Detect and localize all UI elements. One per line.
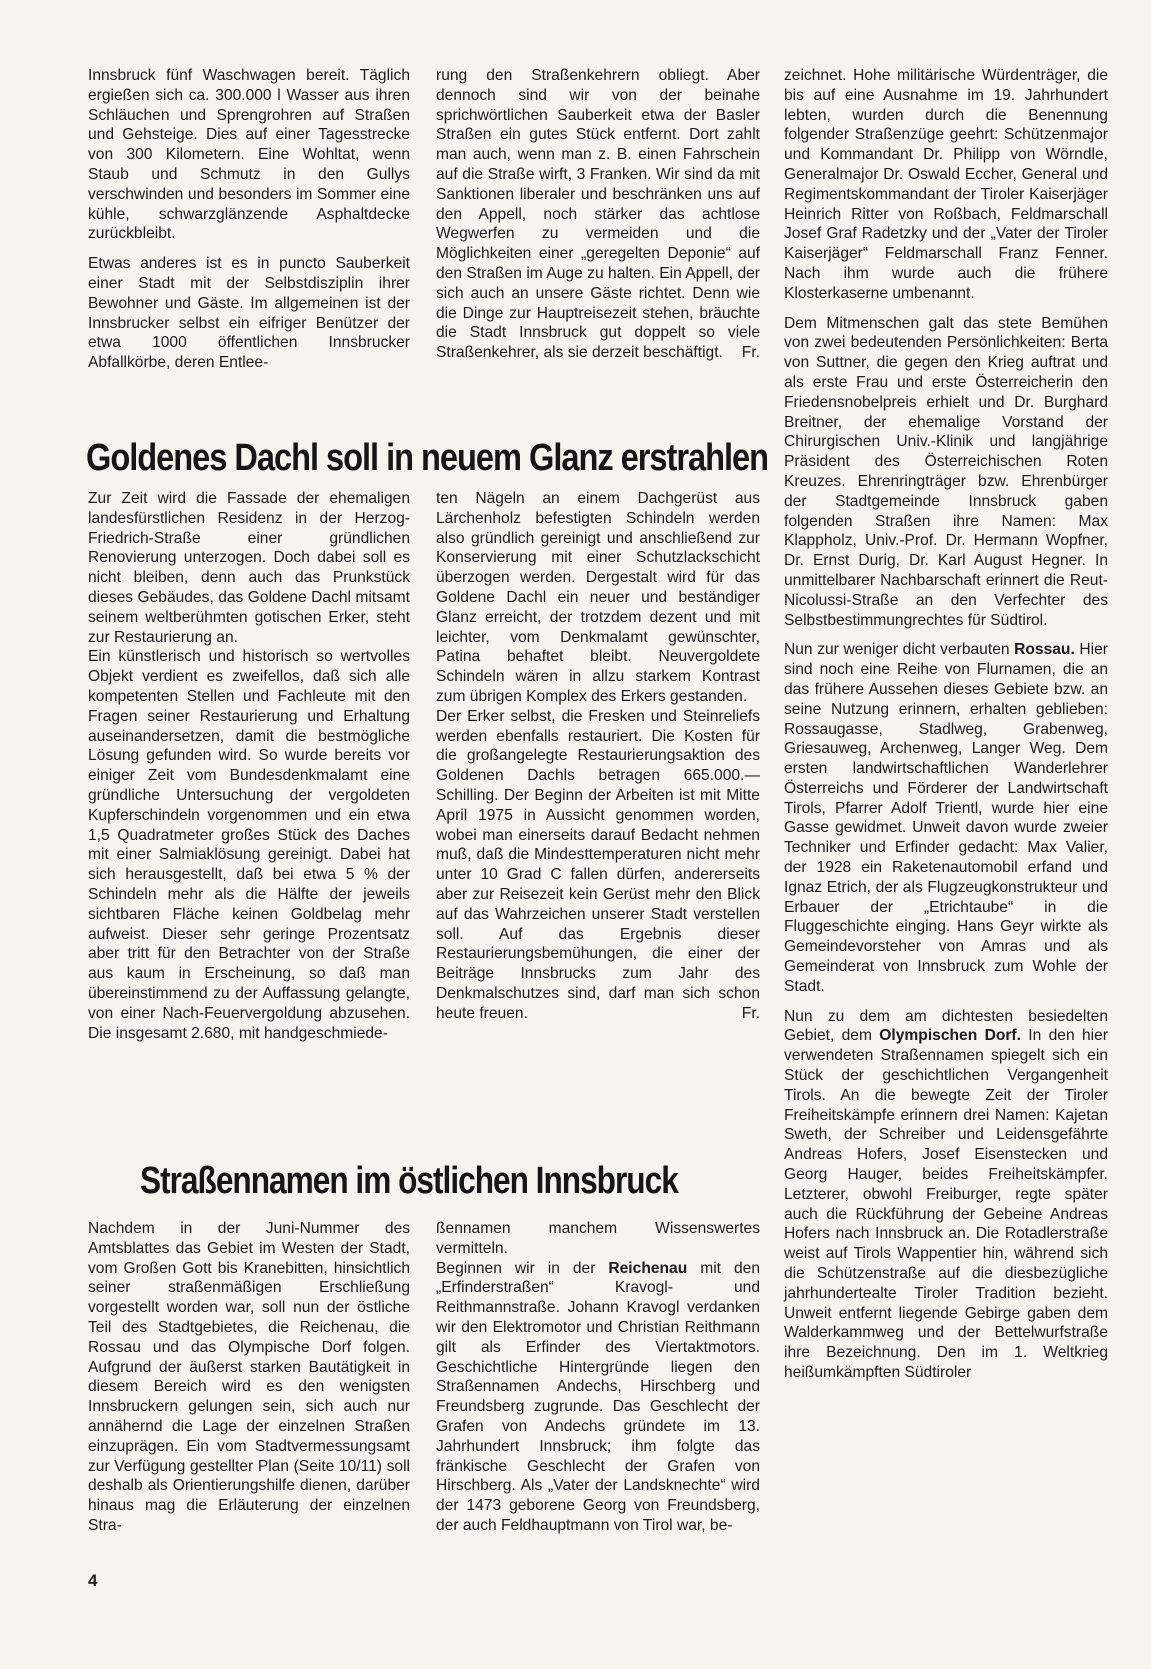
place-reichenau: Reichenau	[608, 1259, 688, 1277]
headline-goldenes-dachl: Goldenes Dachl soll in neuem Glanz erstrahlen	[86, 437, 769, 479]
article1-column-1	[88, 489, 410, 1043]
place-olympisches-dorf: Olympischen Dorf.	[879, 1027, 1021, 1045]
article2-col2-text-a: Beginnen wir in der	[436, 1259, 609, 1277]
article1-col2-text: Der Erker selbst, die Fresken und Steinreliefs werden ebenfalls restauriert. Die Kosten für die großangelegte Restaurierungsaktion des Goldenen Dachls betragen 665.000.— Schilling. Der Beginn der Arbeiten ist mit Mitte April 1975 in Aussicht genommen worden, wobei man einerseits darauf Bedacht nehmen muß, daß die Mindesttemperaturen nicht mehr unter 10 Grad C fallen dürfen, andererseits aber zur Reisezeit kein Gerüst mehr den Blick auf das Wahrzeichen unserer Stadt verstellen soll. Auf das Ergebnis dieser Restaurierungsbemühungen, die einer der Beiträge Innsbrucks zum Jahr des Denkmalschutzes sind, darf man sich schon heute freuen.	[436, 707, 760, 1022]
headline-strassennamen: Straßennamen im östlichen Innsbruck	[140, 1160, 678, 1202]
right-para-3-text-a: Nun zur weniger dicht verbauten	[784, 641, 1015, 659]
right-para-4-text-c: In den hier verwendeten Straßennamen spiegelt sich ein Stück der geschichtlichen Vergangenheit Tirols. An die bewegte Zeit der Tiroler Freiheitskämpfe erinnern drei Namen: Kajetan Sweth, der Schreiber und Leidensgefährte Andreas Hofers, Josef Eisenstecken und Georg Hauger, beides Freiheitskämpfer. Letzterer, obwohl Freiburger, regte später auch die Rückführung der Gebeine Andreas Hofers nach Innsbruck an. Die Rotadlerstraße weist auf Tirols Wappentier hin, während sich die Schützenstraße auf die diesbezügliche jahrhundertealte Tiroler Tradition bezieht. Unweit entfernt liegende Gebirge gaben dem Walderkammweg und der Bettelwurfstraße ihre Bezeichnung. Den im 1. Weltkrieg heißumkämpften Südtiroler	[784, 1027, 1108, 1381]
article1-col2-para-2	[436, 707, 760, 1024]
article1-col1-para-1: Zur Zeit wird die Fassade der ehemaligen landesfürstlichen Residenz in der Herzog-Friedrich-Straße einer gründlichen Renovierung unterzogen. Doch dabei soll es nicht bleiben, denn auch das Prunkstück dieses Gebäudes, das Goldene Dachl mitsamt seinem weltberühmten gotischen Erker, steht zur Restaurierung an.	[88, 490, 410, 646]
article2-col2-para-1: ßennamen manchem Wissenswertes vermitteln.	[436, 1220, 760, 1257]
right-para-4-text-a: Nun zu dem am dichtesten besiedelten Gebiet, dem	[784, 1007, 1108, 1045]
article2-column-2	[436, 1219, 760, 1536]
intro-column-2	[436, 66, 760, 363]
author-signature: Fr.	[741, 1004, 760, 1022]
right-para-1: zeichnet. Hohe militärische Würdenträger, die bis auf eine Ausnahme im 19. Jahrhundert lebten, wurden durch die Benennung folgender Straßenzüge geehrt: Schützenmajor und Kommandant Dr. Philipp von Wörndle, Generalmajor Dr. Oswald Eccher, General und Regimentskommandant der Tiroler Kaiserjäger Heinrich Ritter von Roßbach, Feldmarschall Josef Graf Radetzky und der „Vater der Tiroler Kaiserjäger“ Feldmarschall Franz Fenner. Nach ihm wurde auch die frühere Klosterkaserne umbenannt.	[784, 67, 1108, 302]
article1-column-2	[436, 489, 760, 1024]
right-para-3-text-c: Hier sind noch eine Reihe von Flurnamen, die an das frühere Aussehen dieses Gebiete bzw. an seine Nutzung erinnern, erhalten geblieben: Rossaugasse, Stadlweg, Grabenweg, Griesauweg, Archenweg, Langer Weg. Dem ersten landwirtschaftlichen Wanderlehrer Österreichs und Förderer der Landwirtschaft Tirols, Pfarrer Adolf Trientl, wurde hier eine Gasse gewidmet. Unweit davon wurde zweier Techniker und Erfinder gedacht: Max Valier, der 1928 ein Raketenautomobil erfand und Ignaz Etrich, der als Flugzeugkonstrukteur und Erbauer der „Etrichtaube“ in die Fluggeschichte einging. Hans Geyr wirkte als Gemeindevorsteher von Amras und als Gemeinderat von Innsbruck zum Wohle der Stadt.	[784, 641, 1108, 995]
right-para-2: Dem Mitmenschen galt das stete Bemühen von zwei bedeutenden Persönlichkeiten: Berta von Suttner, die gegen den Krieg auftrat und als erste Frau und erste Österreicherin den Friedensnobelpreis erhielt und Dr. Burghard Breitner, der ehemalige Vorstand der Chirurgischen Univ.-Klinik und langjährige Präsident des Österreichischen Roten Kreuzes. Ehrenringträger bzw. Ehrenbürger der Stadtgemeinde Innsbruck gaben folgenden Straßen ihre Namen: Max Klappholz, Univ.-Prof. Dr. Hermann Wopfner, Dr. Ernst Durig, Dr. Karl August Hegner. In unmittelbarer Nachbarschaft erinnert die Reut-Nicolussi-Straße an den Verfechter des Selbstbestimmungrechtes für Südtirol.	[784, 314, 1108, 629]
intro-col1-para-2: Etwas anderes ist es in puncto Sauberkeit einer Stadt mit der Selbstdisziplin ihrer Bewohner und Gäste. Im allgemeinen ist der Innsbrucker selbst ein eifriger Benützer der etwa 1000 öffentlichen Innsbrucker Abfallkörbe, deren Entlee-	[88, 255, 410, 372]
right-para-4	[784, 1007, 1108, 1383]
right-para-3	[784, 640, 1108, 996]
place-rossau: Rossau.	[1014, 641, 1075, 659]
article1-col1-para-2: Ein künstlerisch und historisch so wertvolles Objekt verdient es zweifellos, daß sich alle kompetenten Stellen und Fachleute mit den Fragen seiner Restaurierung und Erhaltung auseinandersetzen, damit die bestmögliche Lösung gefunden wird. So wurde bereits vor einiger Zeit vom Bundesdenkmalamt eine gründliche Untersuchung der vergoldeten Kupferschindeln vorgenommen und ein etwa 1,5 Quadratmeter großes Stück des Daches mit einer Salmiaklösung gereinigt. Dabei hat sich herausgestellt, daß bei etwa 5 % der Schindeln mehr als die Hälfte der jeweils sichtbaren Fläche keinen Goldbelag mehr aufweist. Dieser sehr geringe Prozentsatz aber tritt für den Betrachter von der Straße aus kaum in Erscheinung, so daß man übereinstimmend zu der Auffassung gelangte, von einer Nach-Feuervergoldung abzusehen. Die insgesamt 2.680, mit handgeschmiede-	[88, 648, 410, 1042]
article1-col2-para-1: ten Nägeln an einem Dachgerüst aus Lärchenholz befestigten Schindeln werden also gründlich gereinigt und anschließend zur Konservierung mit einer Schutzlackschicht überzogen werden. Dergestalt wird für das Goldene Dachl ein neuer und beständiger Glanz erreicht, der trotzdem dezent und mit leichter, vom Denkmalamt gewünschter, Patina behaftet bleibt. Neuvergoldete Schindeln wären in allzu starkem Kontrast zum übrigen Komplex des Erkers gestanden.	[436, 490, 760, 705]
article2-col1-para-1: Nachdem in der Juni-Nummer des Amtsblattes das Gebiet im Westen der Stadt, vom Großen Gott bis Kranebitten, hinsichtlich seiner straßenmäßigen Erschließung vorgestellt worden war, soll nun der östliche Teil des Stadtgebietes, die Reichenau, die Rossau und das Olympische Dorf folgen. Aufgrund der äußerst starken Bautätigkeit in diesem Bereich wird es den wenigsten Innsbruckern gelungen sein, sich auch nur annähernd die Lage der einzelnen Straßen einzuprägen. Ein vom Stadtvermessungsamt zur Verfügung gestellter Plan (Seite 10/11) soll deshalb als Orientierungshilfe dienen, darüber hinaus mag die Erläuterung der einzelnen Stra-	[88, 1220, 410, 1534]
intro-column-1	[88, 66, 410, 373]
article2-col2-text-c: mit den „Erfinderstraßen“ Kravogl- und Reithmannstraße. Johann Kravogl verdanken wir den Elektromotor und Christian Reithmann gilt als Erfinder des Viertaktmotors. Geschichtliche Hintergründe liegen den Straßennamen Andechs, Hirschberg und Freundsberg zugrunde. Das Geschlecht der Grafen von Andechs gründete im 13. Jahrhundert Innsbruck; ihm folgte das fränkische Geschlecht der Grafen von Hirschberg. Als „Vater der Landsknechte“ wird der 1473 geborene Georg von Freundsberg, der auch Feldhauptmann von Tirol war, be-	[436, 1259, 760, 1534]
article2-col2-para-2	[436, 1259, 760, 1536]
page-number: 4	[88, 1571, 98, 1590]
intro-col2-text: rung den Straßenkehrern obliegt. Aber dennoch sind wir von der beinahe sprichwörtlichen Sauberkeit etwa der Basler Straßen ein gutes Stück entfernt. Dort zahlt man auch, wenn man z. B. einen Fahrschein auf die Straße wirft, 3 Franken. Wir sind da mit Sanktionen liberaler und beschränken uns auf den Appell, noch stärker das achtlose Wegwerfen zu vermeiden und die Möglichkeiten einer „geregelten Deponie“ auf den Straßen im Auge zu halten. Ein Appell, der sich auch an unsere Gäste richtet. Denn wie die Dinge zur Hauptreisezeit stehen, bräuchte die Stadt Innsbruck gut doppelt so viele Straßenkehrer, als sie derzeit beschäftigt.	[436, 67, 760, 362]
author-signature: Fr.	[741, 344, 760, 362]
intro-col2-para-1	[436, 66, 760, 363]
article2-column-1	[88, 1219, 410, 1536]
intro-col1-para-1: Innsbruck fünf Waschwagen bereit. Täglich ergießen sich ca. 300.000 l Wasser aus ihren Schläuchen und Sprengrohren auf Straßen und Gehsteige. Dies auf einer Tagesstrecke von 300 Kilometern. Eine Wohltat, wenn Staub und Schmutz in den Gullys verschwinden und besonders im Sommer eine kühle, schwarzglänzende Asphaltdecke zurückbleibt.	[88, 67, 410, 243]
right-column	[784, 66, 1108, 1383]
